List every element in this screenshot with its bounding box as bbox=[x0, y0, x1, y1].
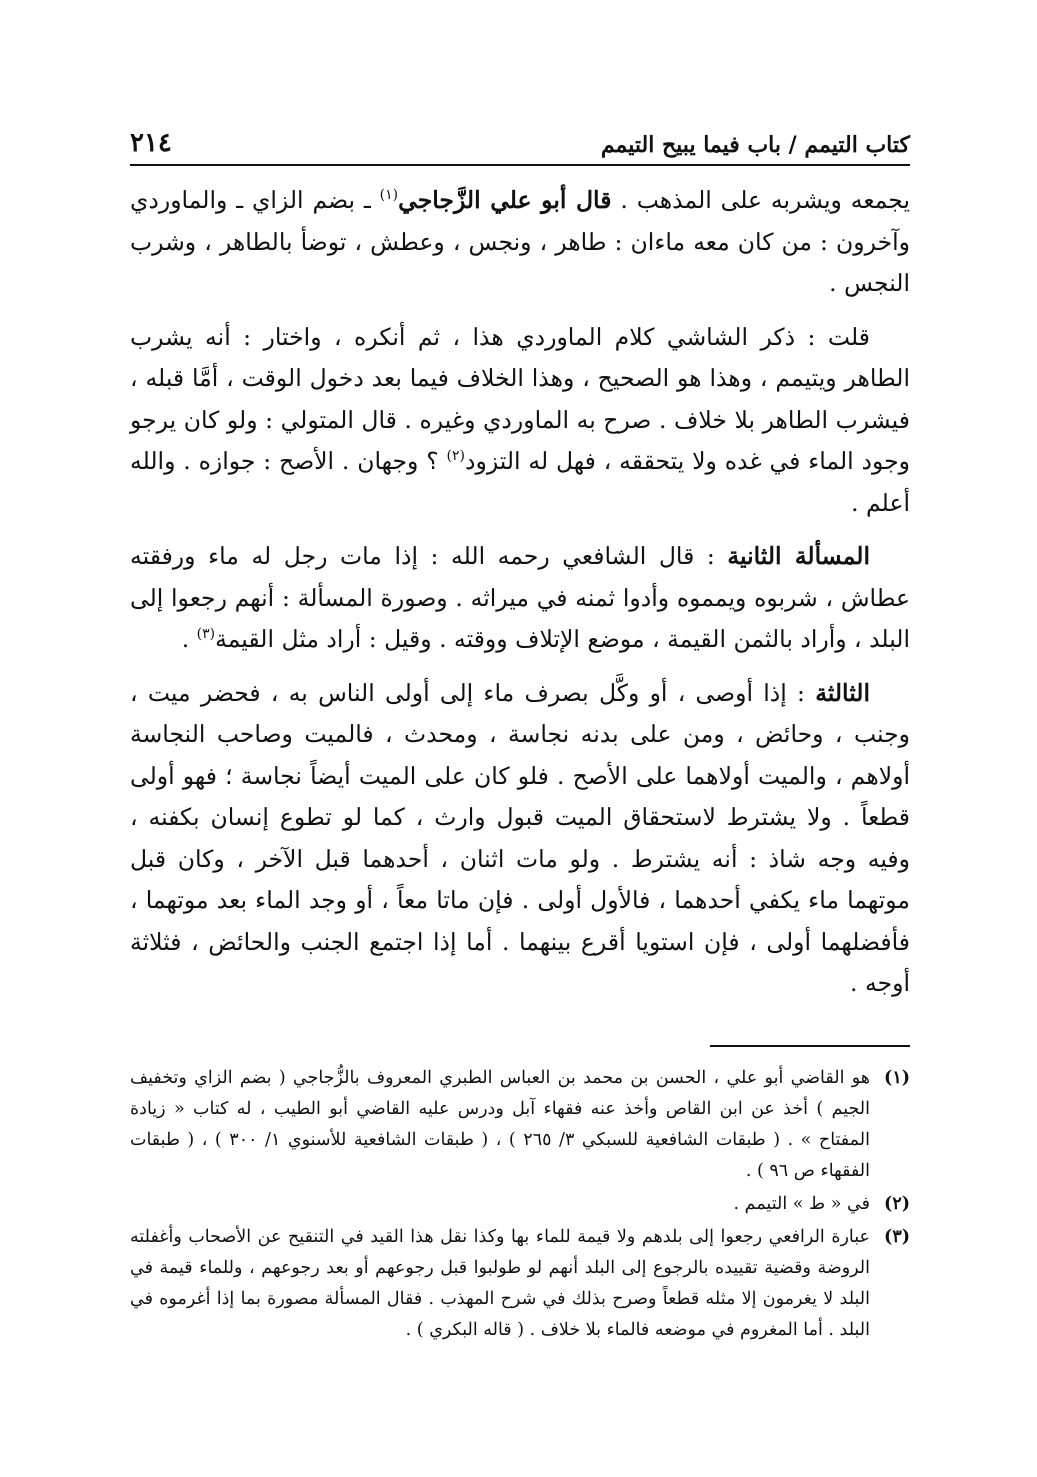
footnotes bbox=[130, 1063, 910, 1346]
footnote-ref-2: (٢) bbox=[446, 448, 465, 465]
footnote-3-number: (٣) bbox=[884, 1226, 910, 1247]
paragraph-4-part-a: : إذا أوصى ، أو وكَّل بصرف ماء إلى أولى الناس به ، فحضر ميت ، وجنب ، وحائض ، ومن على بدنه نجاسة ، ومحدث ، فالميت وصاحب النجاسة أولاهم ، والميت أولاهما على الأصح . فلو كان على الميت أيضاً نجاسة ؛ فهو أولى قطعاً . ولا يشترط لاستحقاق الميت قبول وارث ، كما لو تطوع إنسان بكفنه ، وفيه وجه شاذ : أنه يشترط . ولو مات اثنان ، أحدهما قبل الآخر ، وكان قبل موتهما ماء يكفي أحدهما ، فالأول أولى . فإن ماتا معاً ، أو وجد الماء بعد موتهما ، فأفضلهما أولى ، فإن استويا أقرع بينهما . أما إذا اجتمع الجنب والحائض ، فثلاثة أوجه . bbox=[130, 678, 910, 997]
paragraph-1-part-a: يجمعه ويشربه على المذهب . bbox=[611, 186, 910, 214]
footnote-2-number: (٢) bbox=[884, 1193, 910, 1214]
footnote-separator bbox=[710, 1045, 910, 1047]
running-title: كتاب التيمم / باب فيما يبيح التيمم bbox=[600, 132, 910, 158]
page-header bbox=[130, 120, 910, 166]
footnote-ref-1: (١) bbox=[379, 187, 399, 204]
footnote-1-text: هو القاضي أبو علي ، الحسن بن محمد بن العباس الطبري المعروف بالزُّجاجي ( بضم الزاي وتخفيف الجيم ) أخذ عن ابن القاص وأخذ عنه فقهاء آبل ودرس عليه القاضي أبو الطيب ، له كتاب « زيادة المفتاح » . ( طبقات الشافعية للسبكي ٣/ ٢٦٥ ) ، ( طبقات الشافعية للأسنوي ١/ ٣٠٠ ) ، ( طبقات الفقهاء ص ٩٦ ) . bbox=[130, 1067, 870, 1181]
main-text bbox=[130, 180, 910, 1005]
paragraph-2-part-b: ؟ وجهان . الأصح : جوازه . والله أعلم . bbox=[130, 447, 910, 517]
paragraph-4-heading: الثالثة bbox=[815, 678, 870, 707]
footnote-2-text: في « ط » التيمم . bbox=[733, 1193, 870, 1214]
footnote-3 bbox=[130, 1222, 910, 1346]
paragraph-3 bbox=[130, 536, 910, 661]
book-page bbox=[130, 120, 910, 1348]
paragraph-1 bbox=[130, 180, 910, 305]
paragraph-1-part-c: ـ بضم الزاي ـ والماوردي وآخرون : من كان معه ماءان : طاهر ، ونجس ، وعطش ، توضأ بالطاهر ، وشرب النجس . bbox=[130, 186, 910, 297]
footnote-1-number: (١) bbox=[884, 1067, 910, 1088]
paragraph-3-part-b: . bbox=[181, 625, 197, 653]
paragraph-1-bold: قال أبو علي الزَّجاجي bbox=[398, 186, 612, 214]
paragraph-3-heading: المسألة الثانية bbox=[727, 542, 870, 570]
footnote-3-text: عبارة الرافعي رجعوا إلى بلدهم ولا قيمة للماء بها وكذا نقل هذا القيد في التنقيح عن الأصحاب وأغفلته الروضة وقضية تقييده بالرجوع إلى البلد أنهم لو طولبوا قبل رجوعهم أو بعد رجوعهم ، وللماء قيمة في البلد لا يغرمون إلا مثله قطعاً وصرح بذلك في شرح المهذب . فقال المسألة مصورة بما إذا أغرموه في البلد . أما المغروم في موضعه فالماء بلا خلاف . ( قاله البكري ) . bbox=[130, 1226, 870, 1340]
paragraph-4 bbox=[130, 673, 910, 1005]
paragraph-2 bbox=[130, 317, 910, 525]
page-number: ٢١٤ bbox=[130, 128, 172, 158]
footnote-1 bbox=[130, 1063, 910, 1187]
paragraph-2-part-a: قلت : ذكر الشاشي كلام الماوردي هذا ، ثم أنكره ، واختار : أنه يشرب الطاهر ويتيمم ، وهذا هو الصحيح ، وهذا الخلاف فيما بعد دخول الوقت ، أمَّا قبله ، فيشرب الطاهر بلا خلاف . صرح به الماوردي وغيره . قال المتولي : ولو كان يرجو وجود الماء في غده ولا يتحققه ، فهل له التزود bbox=[130, 322, 910, 475]
paragraph-3-part-a: : قال الشافعي رحمه الله : إذا مات رجل له ماء ورفقته عطاش ، شربوه ويمموه وأدوا ثمنه في ميراثه . وصورة المسألة : أنهم رجعوا إلى البلد ، وأراد بالثمن القيمة ، موضع الإتلاف ووقته . وقيل : أراد مثل القيمة bbox=[130, 542, 910, 653]
footnote-2 bbox=[130, 1189, 910, 1220]
footnote-ref-3: (٣) bbox=[196, 626, 216, 643]
